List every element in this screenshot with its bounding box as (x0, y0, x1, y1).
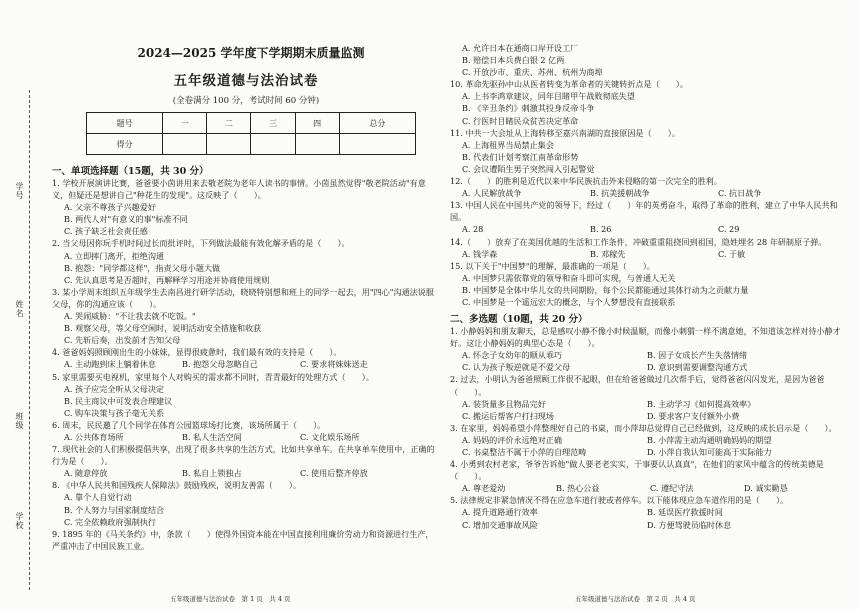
question-stem: 1. 小静妈妈和朋友聊天，总是感叹小静不像小时候温顺，而像小刺猬一样不满意她，不知道该怎样对待小静才好。这让小静妈妈的典型心态是（ ）。 (450, 326, 841, 349)
binding-label-class: 班级 (15, 412, 24, 430)
question-stem: 5. 法律规定非紧急情况不得在应急车道行驶或者停车。以下能体现应急车道作用的是（ ）。 (450, 495, 789, 506)
question-option: C. 要求将妹妹送走 (300, 359, 368, 370)
question-stem: 3. 某小学周末组织五年级学生去南昌进行研学活动，晓晓特别想和班上的同学一起去，用"四心"沟通法说服父母，你的沟通应该（ ）。 (52, 286, 434, 309)
question-option: A. 允许日本在通商口岸开设工厂 (462, 43, 579, 53)
question-option: C. 书桌整洁不属于小萍的自理范畴 (462, 447, 587, 457)
question-option: B. 民主商议中可发表合理建议 (64, 395, 173, 406)
score-cell: 得分 (87, 134, 163, 155)
question-option: B. 《辛丑条约》刺激其投身反帝斗争 (462, 103, 595, 114)
question-stem: 2. 过去，小明认为爸爸照顾工作很不起眼，但在给爸爸做过几次帮手后，觉得爸爸闪闪发光，是因为爸爸（ ）。 (450, 374, 825, 397)
binding-label-name: 姓名 (15, 300, 24, 318)
question-stem: 7. 现代社会的人们积极提倡共享，出现了很多共享的生活方式，比如共享单车。在共享单车使用中，正确的行为是（ ）。 (52, 444, 435, 467)
score-input-cell (251, 134, 295, 155)
score-cell: 总分 (339, 113, 415, 134)
question-stem: 4. 小勇到农村老家，爷爷告诉他"做人要老老实实，干事要认认真真"，在他们的家风中蕴含的传统美德是（ ）。 (450, 459, 824, 482)
question-option: B. 抱怨父母忽略自己 (182, 359, 258, 370)
question-option: B. 赔偿日本兵费白银 2 亿两 (462, 55, 565, 66)
question-stem: 12.（ ）的胜利是近代以来中华民族抗击外来侵略的第一次完全的胜利。 (450, 176, 722, 187)
question-option: C. 文化娱乐场所 (300, 431, 360, 442)
question-stem: 15. 以下关于"中国梦"的理解，最准确的一项是（ ）。 (450, 260, 655, 271)
question-option: B. 中国梦是全体中华儿女的共同期盼，每个公民都能通过其体行动为之贡献力量 (462, 284, 749, 295)
question-stem: 2. 当父母因你玩手机时间过长而批评时，下列做法最能有效化解矛盾的是（ ）。 (52, 238, 350, 249)
question-options-row (450, 187, 850, 199)
question-option: B. 代表们计划考察江南革命形势 (462, 151, 579, 162)
question-option: D. 意识到需要调整沟通方式 (647, 362, 748, 373)
question-option: A. 尊老爱幼 (462, 483, 506, 494)
question-option: B. 热心公益 (556, 483, 600, 494)
question-option: B. 两代人对"有意义的事"标准不同 (64, 214, 188, 225)
score-input-cell (163, 134, 207, 155)
left-column (52, 44, 440, 552)
question-options-row (450, 506, 850, 518)
question-option: A. 怀念子女幼年的顺从乖巧 (462, 350, 563, 361)
question-option: C. 抗日战争 (718, 188, 762, 199)
question-option: B. 因子女成长产生失落情绪 (647, 350, 748, 361)
question-options-row (450, 349, 850, 361)
question-option: A. 钱学森 (462, 248, 498, 259)
question-option: B. 抱怨："同学都这样"，指责父母小题大做 (64, 262, 221, 273)
question-option: D. 要求客户支付额外小费 (647, 410, 740, 421)
question-options-row (450, 434, 850, 446)
exam-title-year: 2024—2025 学年度下学期期末质量监测 (137, 46, 365, 60)
question-option: C. 先斩后奏，出发前才告知父母 (64, 335, 181, 346)
question-options-row (450, 398, 850, 410)
score-cell: 三 (251, 113, 295, 134)
question-option: B. 邓稼先 (590, 248, 626, 259)
question-options-row (450, 223, 850, 235)
question-option: B. 个人努力与国家制度结合 (64, 504, 165, 515)
question-option: C. 行医时目睹民众贫苦决定革命 (462, 115, 579, 126)
question-option: A. 靠个人自觉行动 (64, 492, 132, 503)
question-stem: 11. 中共一大会址从上海转移至嘉兴南湖的直接原因是（ ）。 (450, 127, 680, 138)
question-stem: 8. 《中华人民共和国残疾人保障法》鼓励残疾，说明友善需（ ）。 (52, 480, 302, 491)
question-option: D. 方便驾驶员临时休息 (647, 519, 732, 530)
question-option: C. 29 (718, 224, 740, 235)
question-option: A. 28 (462, 224, 484, 235)
question-option: A. 孩子应完全听从父母决定 (64, 383, 165, 394)
question-stem: 4. 爸爸妈妈照顾刚出生的小妹妹，显得很疲惫时，我们最有效的支持是（ ）。 (52, 347, 342, 358)
score-input-cell (339, 134, 415, 155)
question-stem: 5. 家里需要买电视机，家里每个人对购买的需求都不同时，青青最好的处理方式（ ）。 (52, 371, 374, 382)
binding-label-school: 学校 (15, 512, 24, 530)
question-stem: 10. 革命先驱孙中山从医者转变为革命者的关键转折点是（ ）。 (450, 79, 689, 90)
binding-dashed-line (29, 90, 30, 590)
question-option: A. 父亲不尊孩子兴趣爱好 (64, 202, 156, 213)
question-options-row (450, 410, 850, 422)
question-option: A. 中国梦只需依靠党的领导和奋斗即可实现，与普通人无关 (462, 272, 676, 283)
question-option: C. 开放沙市、重庆、苏州、杭州为商埠 (462, 67, 603, 78)
question-stem: 6. 周末，民民邀了几个同学在体育公园篮球场打比赛，该场所属于（ ）。 (52, 419, 326, 430)
score-input-cell (207, 134, 251, 155)
question-option: C. 中国梦是一个遥远宏大的概念，与个人梦想没有直接联系 (462, 296, 676, 307)
question-option: D. 小萍自我认知可能高于实际能力 (647, 447, 772, 457)
question-option: B. 私人生活空间 (182, 431, 242, 442)
question-options-row (450, 248, 850, 260)
question-option: C. 于敏 (718, 248, 746, 259)
question-option: C. 先认真思考是否超时，再解释学习用途并协商使用规则 (64, 274, 270, 285)
question-option: B. 抗美援朝战争 (590, 188, 650, 199)
question-option: A. 上海租界当局禁止集会 (462, 139, 554, 150)
question-option: A. 公共体育场所 (64, 431, 124, 442)
question-options-row (450, 446, 850, 458)
question-option: C. 购车决策与孩子毫无关系 (64, 407, 165, 418)
question-option: B. 主动学习《如何提高效率》 (647, 398, 756, 409)
score-cell: 一 (163, 113, 207, 134)
question-option: B. 小萍需主动沟通明确妈妈的期望 (647, 434, 772, 445)
question-option: A. 人民解放战争 (462, 188, 522, 199)
score-table-header-row (87, 113, 416, 134)
question-option: C. 使用后整齐停放 (300, 468, 368, 479)
question-options-row (52, 358, 440, 370)
question-option: A. 提升道路通行效率 (462, 507, 538, 518)
question-options-row (450, 361, 850, 373)
question-option: B. 26 (590, 224, 612, 235)
question-option: B. 私自上锁独占 (182, 468, 242, 479)
question-stem: 14.（ ）放弃了在美国优越的生活和工作条件，冲破重重阻挠回到祖国，隐姓埋名 28 年研制原子弹。 (450, 236, 827, 247)
question-options-row (52, 431, 440, 443)
page-footer-left: 五年级道德与法治试卷 第 1 页 共 4 页 (170, 595, 291, 603)
score-table-score-row (87, 134, 416, 155)
question-option: C. 增加交通事故风险 (462, 519, 538, 530)
question-option: C. 认为孩子叛逆就是不爱父母 (462, 362, 571, 373)
question-option: A. 妈妈的评价永远绝对正确 (462, 434, 563, 445)
section-title: 一、单项选择题（15题，共 30 分） (52, 166, 209, 177)
question-option: A. 装货量多且物品完好 (462, 398, 546, 409)
question-option: A. 主动跑到床上躺着休息 (64, 359, 156, 370)
question-options-row (450, 482, 850, 494)
question-option: A. 立即摔门离开，拒绝沟通 (64, 250, 165, 261)
question-stem: 9. 1895 年的《马关条约》中，条款（ ）使得外国资本能在中国直接利用廉价劳动力和资源进行生产，严重冲击了中国民族工业。 (52, 528, 434, 551)
question-option: A. 哭闹威胁："不让我去就不吃饭。" (64, 311, 196, 322)
exam-note: (全卷满分 100 分，考试时间 60 分钟) (172, 96, 320, 106)
question-option: A. 随意停放 (64, 468, 108, 479)
score-table (86, 112, 416, 155)
right-column (450, 42, 850, 531)
question-option: C. 搬运后帮客户打扫现场 (462, 410, 554, 421)
score-input-cell (295, 134, 339, 155)
question-option: B. 延误医疗救援时间 (647, 507, 723, 518)
section-title: 二、多选题（10题，共 20 分） (450, 314, 588, 326)
question-stem: 3. 在家里，妈妈希望小萍整理好自己的书桌，而小萍却总觉得自己已经做到，这反映的成长启示是（ ）。 (450, 422, 837, 433)
question-option: D. 诚实勤恳 (744, 483, 788, 494)
question-option: C. 会议遭陌生男子突然闯入引起警觉 (462, 163, 595, 174)
binding-label-student-number: 学号 (15, 182, 24, 200)
question-options-row (450, 519, 850, 531)
question-option: A. 上书李鸿章建议，同年目睹甲午战败彻底失望 (462, 91, 635, 102)
question-stem: 13. 中国人民在中国共产党的领导下，经过（ ）年的英勇奋斗，取得了革命的胜利，建立了中华人民共和国。 (450, 200, 838, 223)
question-option: C. 完全依赖政府强制执行 (64, 516, 156, 527)
score-cell: 题号 (87, 113, 163, 134)
question-options-row (52, 467, 440, 479)
score-cell: 二 (207, 113, 251, 134)
question-option: C. 遵纪守法 (650, 483, 694, 494)
page-footer-right: 五年级道德与法治试卷 第 2 页 共 4 页 (575, 595, 696, 603)
score-cell: 四 (295, 113, 339, 134)
question-option: B. 观察父母，等父母空闲时，说明活动安全措施和收获 (64, 323, 262, 334)
binding-margin (0, 0, 48, 609)
question-option: C. 孩子缺乏社会责任感 (64, 226, 148, 237)
exam-title-subject: 五年级道德与法治试卷 (173, 73, 319, 89)
question-stem: 1. 学校开展演讲比赛，爸爸要小茵讲用来去敬老院为老年人读书的事情。小茵虽然觉得"敬老院活动"有意义，但疑还是想讲自己"种花生的发现"。这反映了（ ）。 (52, 178, 426, 201)
